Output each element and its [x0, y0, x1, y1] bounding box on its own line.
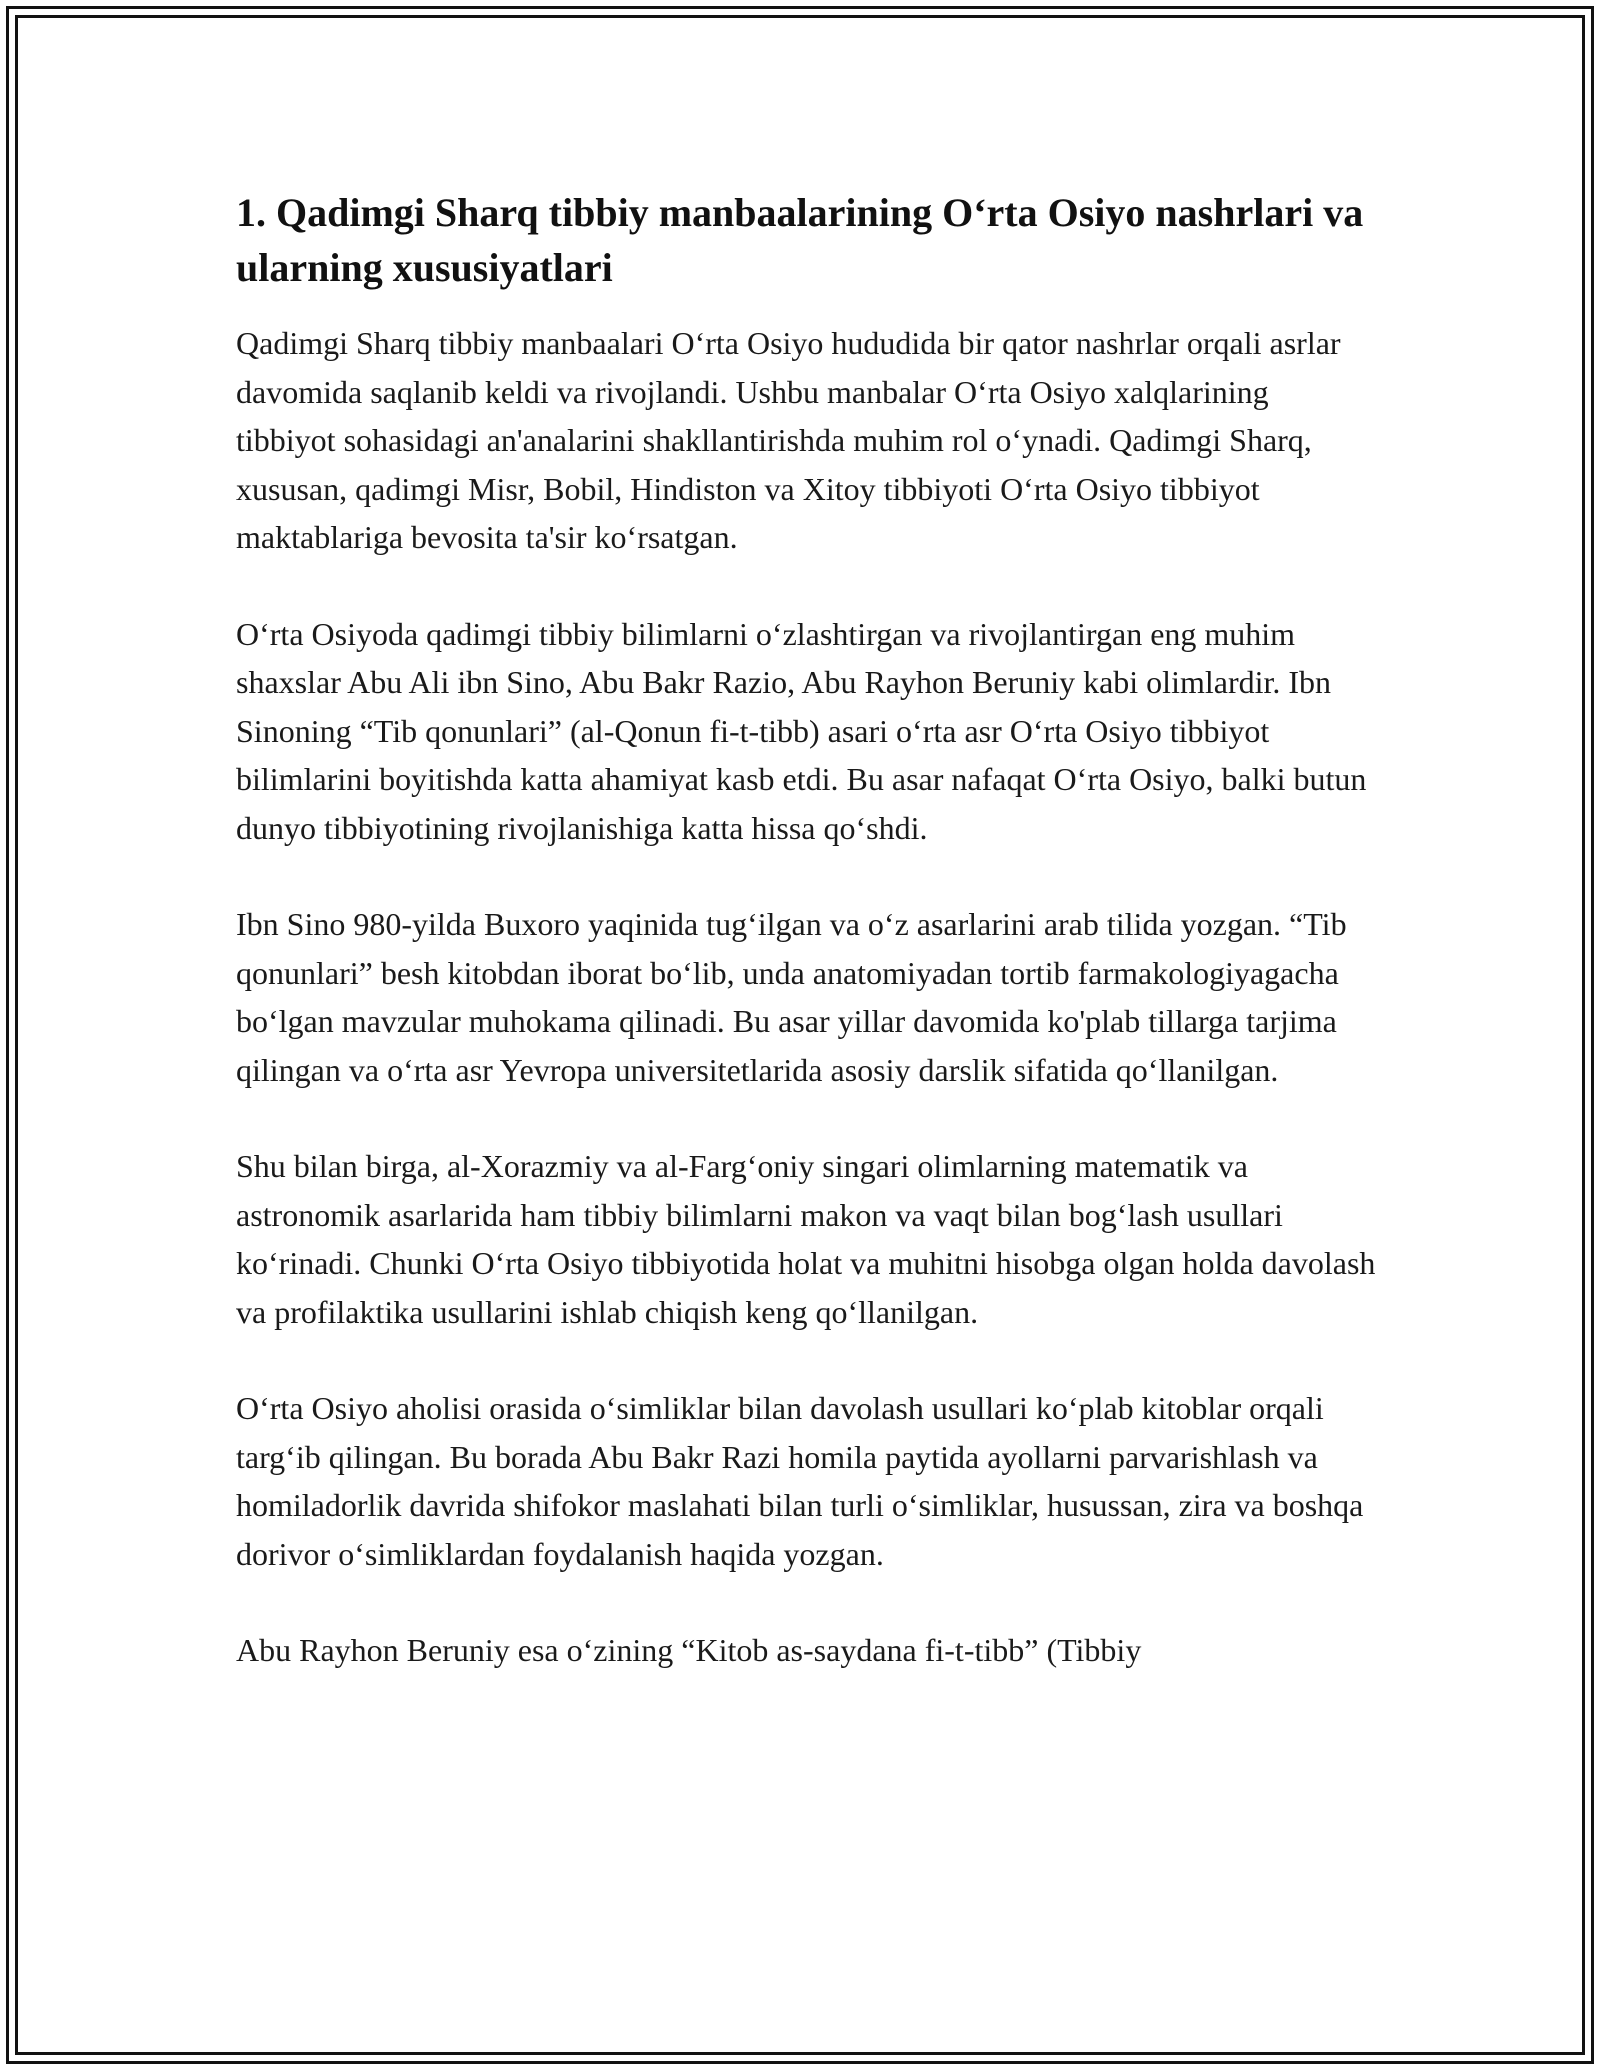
- paragraph-5: O‘rta Osiyo aholisi orasida o‘simliklar bilan davolash usullari ko‘plab kitoblar orqali targ‘ib qilingan. Bu borada Abu Bakr Razi homila paytida ayollarni parvarishlash va homiladorlik davrida shifokor maslahati bilan turli o‘simliklar, husussan, zira va boshqa dorivor o‘simliklardan foydalanish haqida yozgan.: [236, 1390, 1364, 1572]
- section-heading: 1. Qadimgi Sharq tibbiy manbaalarining O‘rta Osiyo nashrlari va ularning xususiyatlari: [236, 190, 1364, 290]
- paragraph-3: Ibn Sino 980-yilda Buxoro yaqinida tug‘ilgan va o‘z asarlarini arab tilida yozgan. “Tib qonunlari” besh kitobdan iborat bo‘lib, unda anatomiyadan tortib farmakologiyagacha bo‘lgan mavzular muhokama qilinadi. Bu asar yillar davomida ko'plab tillarga tarjima qilingan va o‘rta asr Yevropa universitetlarida asosiy darslik sifatida qo‘llanilgan.: [236, 906, 1347, 1088]
- paragraph-4: Shu bilan birga, al-Xorazmiy va al-Farg‘oniy singari olimlarning matematik va astronomik asarlarida ham tibbiy bilimlarni makon va vaqt bilan bog‘lash usullari ko‘rinadi. Chunki O‘rta Osiyo tibbiyotida holat va muhitni hisobga olgan holda davolash va profilaktika usullarini ishlab chiqish keng qo‘llanilgan.: [236, 1148, 1376, 1330]
- paragraph-2: O‘rta Osiyoda qadimgi tibbiy bilimlarni o‘zlashtirgan va rivojlantirgan eng muhim shaxslar Abu Ali ibn Sino, Abu Bakr Razio, Abu Rayhon Beruniy kabi olimlardir. Ibn Sinoning “Tib qonunlari” (al-Qonun fi-t-tibb) asari o‘rta asr O‘rta Osiyo tibbiyot bilimlarini boyitishda katta ahamiyat kasb etdi. Bu asar nafaqat O‘rta Osiyo, balki butun dunyo tibbiyotining rivojlanishiga katta hissa qo‘shdi.: [236, 615, 1367, 846]
- paragraph-6: Abu Rayhon Beruniy esa o‘zining “Kitob as-saydana fi-t-tibb” (Tibbiy: [236, 1632, 1142, 1668]
- paragraph-1: Qadimgi Sharq tibbiy manbaalari O‘rta Osiyo hududida bir qator nashrlar orqali asrlar davomida saqlanib keldi va rivojlandi. Ushbu manbalar O‘rta Osiyo xalqlarining tibbiyot sohasidagi an'analarini shakllantirishda muhim rol o‘ynadi. Qadimgi Sharq, xususan, qadimgi Misr, Bobil, Hindiston va Xitoy tibbiyoti O‘rta Osiyo tibbiyot maktablariga bevosita ta'sir ko‘rsatgan.: [236, 325, 1341, 555]
- document-body: [236, 185, 1376, 1723]
